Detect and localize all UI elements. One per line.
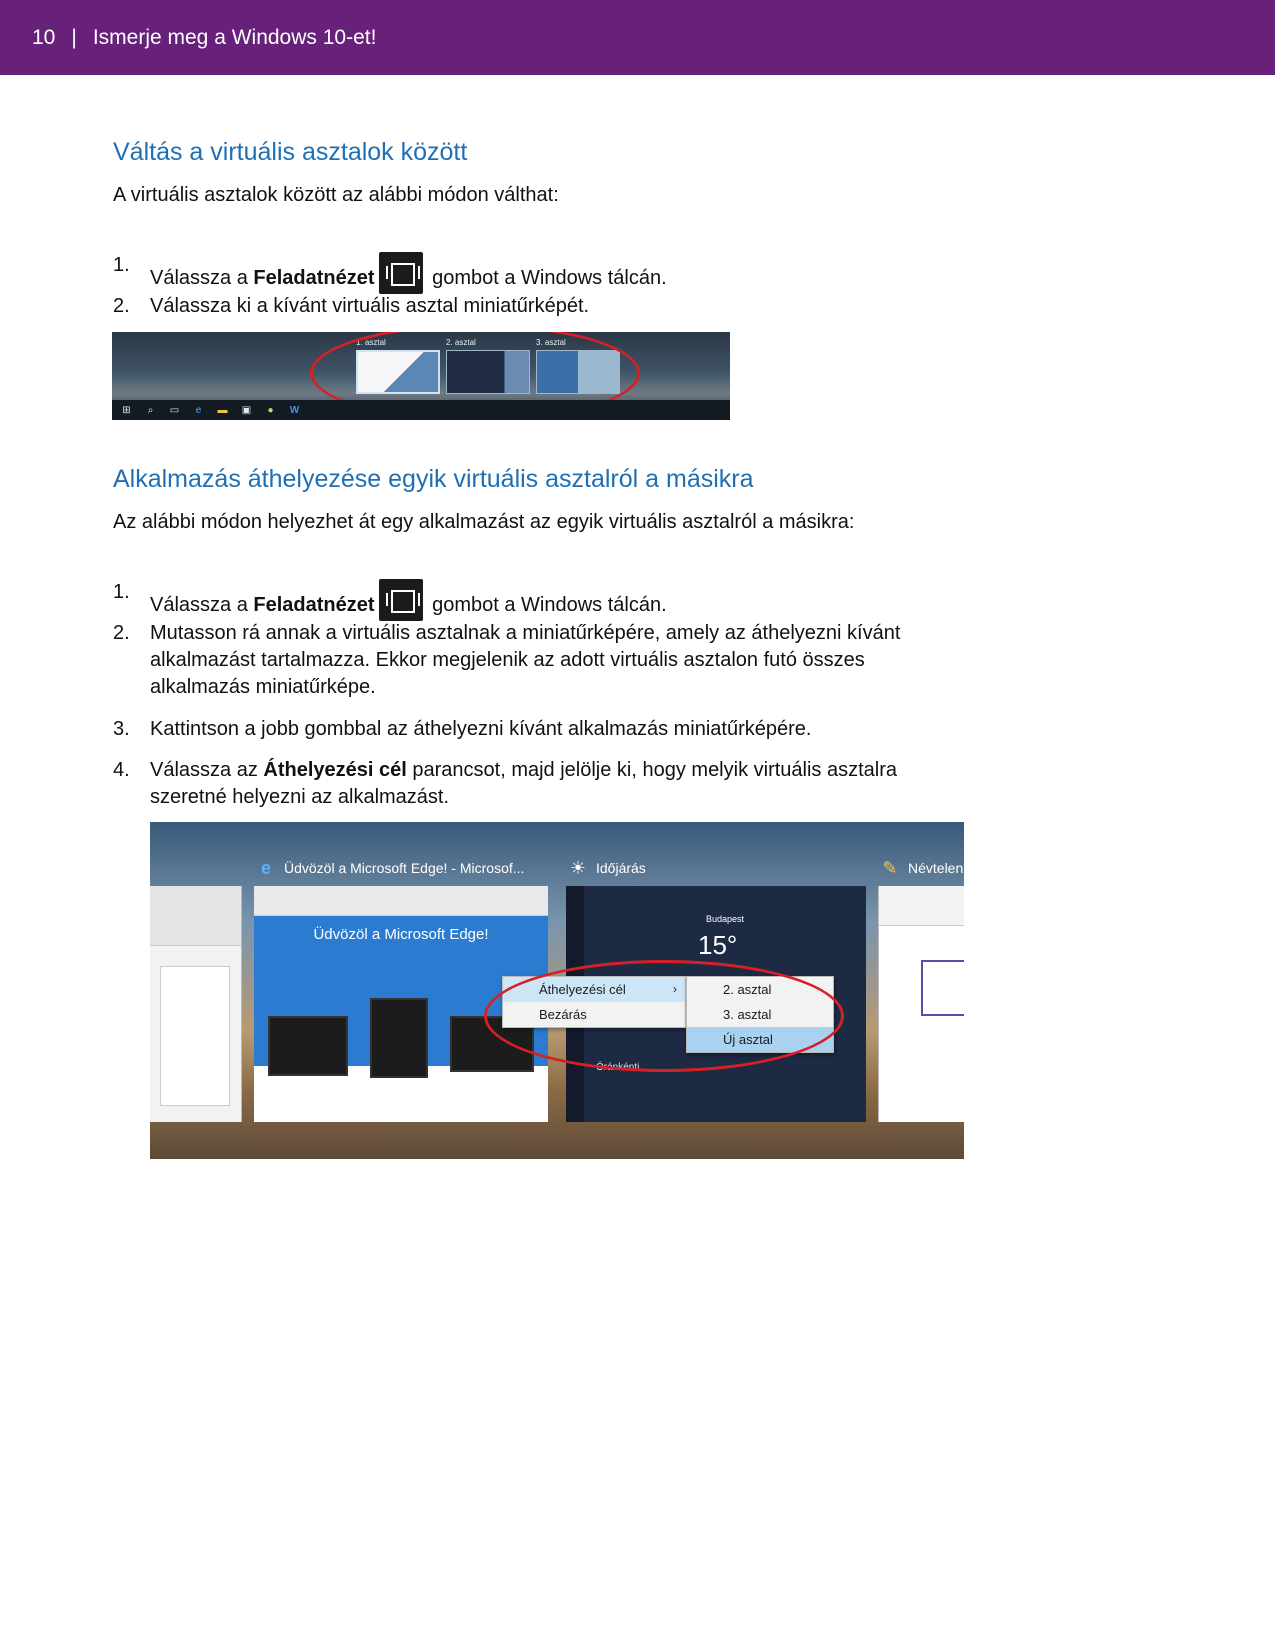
section1-step-2 bbox=[113, 293, 933, 320]
step-text: Válassza a Feladatnézet gombot a Windows tálcán. bbox=[150, 579, 933, 621]
step-bold: Áthelyezési cél bbox=[263, 759, 407, 781]
step-number: 4. bbox=[113, 759, 130, 781]
chevron-right-icon: › bbox=[673, 982, 677, 996]
section2-intro: Az alábbi módon helyezhet át egy alkalmazást az egyik virtuális asztalról a másikra: bbox=[113, 511, 855, 533]
step-number: 1. bbox=[113, 581, 130, 603]
step-text: Válassza ki a kívánt virtuális asztal miniatűrképét. bbox=[150, 295, 590, 317]
submenu-item-desktop-3[interactable]: 3. asztal bbox=[723, 1007, 772, 1022]
desktop-thumbnail: 1. asztal bbox=[356, 338, 440, 396]
section1-title: Váltás a virtuális asztalok között bbox=[113, 138, 468, 166]
desktop-thumbnail: 3. asztal bbox=[536, 338, 620, 396]
section2-step-4 bbox=[113, 757, 933, 811]
menu-item-move-to[interactable]: Áthelyezési cél › bbox=[503, 977, 685, 1002]
section2-step-2 bbox=[113, 620, 933, 701]
step-text: Válassza az Áthelyezési cél parancsot, majd jelölje ki, hogy melyik virtuális asztalra szeretné helyezni az alkalmazást. bbox=[150, 759, 898, 808]
menu-item-close[interactable]: Bezárás bbox=[539, 1007, 587, 1022]
task-view-icon: ▭ bbox=[169, 404, 180, 416]
step-text: Válassza a Feladatnézet gombot a Windows tálcán. bbox=[150, 252, 933, 294]
section2-step-3 bbox=[113, 716, 933, 743]
step-number: 2. bbox=[113, 295, 130, 317]
step-number: 3. bbox=[113, 718, 130, 740]
windows-start-icon: ⊞ bbox=[122, 404, 131, 416]
sun-icon: ☀ bbox=[569, 857, 587, 878]
weather-window-title: ☀ Időjárás bbox=[569, 857, 646, 878]
step-text: Mutasson rá annak a virtuális asztalnak a miniatűrképére, amely az áthelyezni kívánt alkalmazást tartalmazza. Ekkor megjelenik az adott virtuális asztalon futó összes alkalmazás miniatűrképe. bbox=[150, 622, 901, 698]
page-header bbox=[0, 0, 1275, 75]
edge-window-thumbnail: Üdvözöl a Microsoft Edge! bbox=[254, 886, 548, 1122]
desktop-thumbnail: 2. asztal bbox=[446, 338, 530, 396]
weather-window-thumbnail: Budapest 15° Óránkénti bbox=[566, 886, 866, 1122]
search-icon: ⌕ bbox=[147, 404, 154, 416]
windows-taskbar bbox=[112, 400, 730, 420]
header-title: Ismerje meg a Windows 10-et! bbox=[92, 25, 377, 49]
store-icon: ▣ bbox=[241, 404, 252, 416]
section1-intro: A virtuális asztalok között az alábbi módon válthat: bbox=[113, 184, 559, 206]
paint-window-title: ✎ Névtelen bbox=[880, 858, 963, 878]
virtual-desktops-screenshot bbox=[112, 332, 730, 420]
submenu-item-new-desktop[interactable]: Új asztal bbox=[687, 1027, 833, 1052]
section1-step-1 bbox=[113, 252, 933, 294]
header-separator: | bbox=[71, 25, 77, 49]
submenu-item-desktop-2[interactable]: 2. asztal bbox=[723, 982, 772, 997]
task-view-icon bbox=[379, 252, 423, 294]
folder-icon: ▬ bbox=[217, 404, 228, 416]
task-view-icon bbox=[379, 579, 423, 621]
word-icon: W bbox=[289, 404, 300, 416]
step-number: 1. bbox=[113, 254, 130, 276]
step-bold: Feladatnézet bbox=[253, 267, 375, 289]
step-bold: Feladatnézet bbox=[253, 594, 375, 616]
word-window-thumbnail bbox=[150, 886, 242, 1122]
paint-icon: ✎ bbox=[882, 857, 898, 878]
edge-icon: e bbox=[260, 857, 271, 878]
section2-step-1 bbox=[113, 579, 933, 621]
task-view-screenshot bbox=[150, 822, 964, 1159]
paint-window-thumbnail bbox=[878, 886, 964, 1122]
step-text: Kattintson a jobb gombbal az áthelyezni kívánt alkalmazás miniatűrképére. bbox=[150, 718, 812, 740]
highlight-ellipse bbox=[484, 960, 844, 1072]
section2-title: Alkalmazás áthelyezése egyik virtuális asztalról a másikra bbox=[113, 465, 754, 493]
edge-icon: e bbox=[195, 404, 202, 416]
app-icon: ● bbox=[267, 404, 274, 416]
step-number: 2. bbox=[113, 622, 130, 644]
edge-window-title: e Üdvözöl a Microsoft Edge! - Microsof... bbox=[256, 858, 524, 878]
page-number: 10 bbox=[32, 25, 56, 49]
